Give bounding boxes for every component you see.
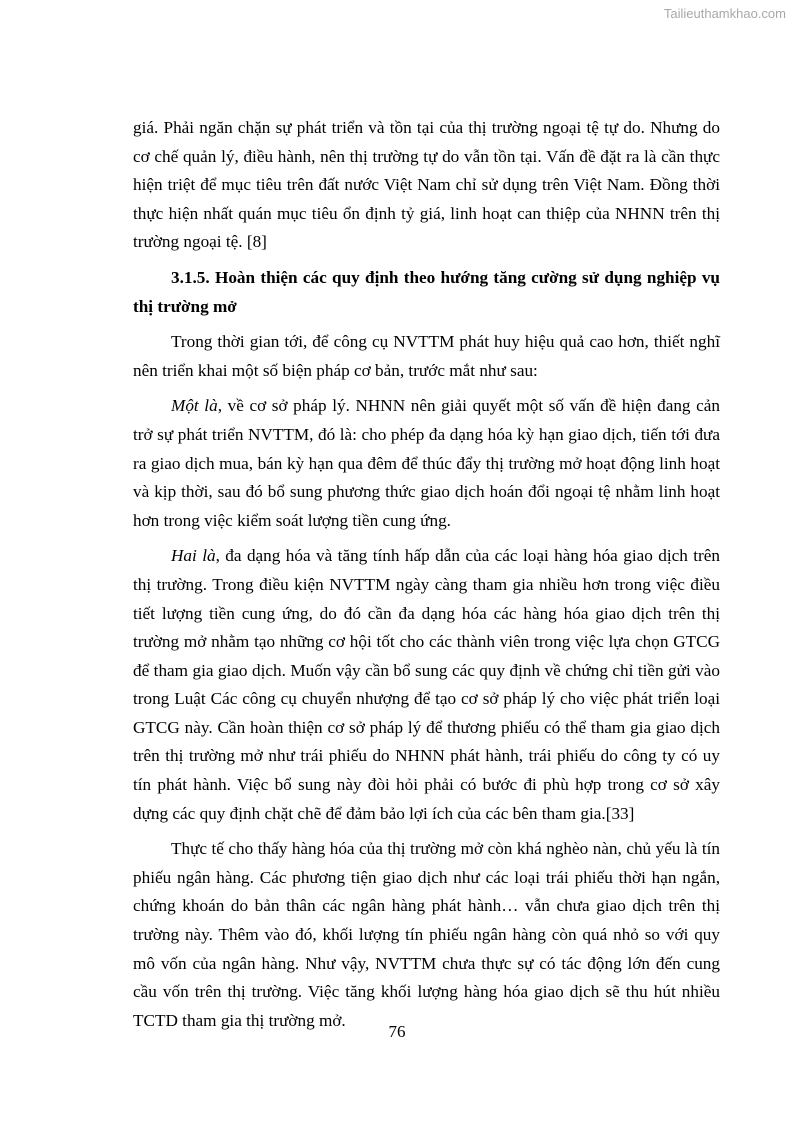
watermark-text: Tailieuthamkhao.com <box>663 6 786 21</box>
paragraph-1: giá. Phải ngăn chặn sự phát triển và tồn tại của thị trường ngoại tệ tự do. Nhưng do cơ chế quản lý, điều hành, nên thị trường tự do vẫn tồn tại. Vấn đề đặt ra là cần thực hiện triệt để mục tiêu trên đất nước Việt Nam chỉ sử dụng trên Việt Nam. Đồng thời thực hiện nhất quán mục tiêu ổn định tỷ giá, linh hoạt can thiệp của NHNN trên thị trường ngoại tệ. [8] <box>133 118 720 252</box>
section-heading: 3.1.5. Hoàn thiện các quy định theo hướng tăng cường sử dụng nghiệp vụ thị trường mở <box>133 267 720 316</box>
paragraph-2: Trong thời gian tới, để công cụ NVTTM phát huy hiệu quả cao hơn, thiết nghĩ nên triển khai một số biện pháp cơ bản, trước mắt như sau: <box>133 332 720 380</box>
page-number: 76 <box>388 1022 406 1041</box>
paragraph-4-lead: Hai là <box>171 546 216 566</box>
paragraph-3-text: , về cơ sở pháp lý. NHNN nên giải quyết một số vấn đề hiện đang cản trở sự phát triển NVTTM, đó là: cho phép đa dạng hóa kỳ hạn giao dịch, tiến tới đưa ra giao dịch mua, bán kỳ hạn qua đêm để thúc đẩy thị trường mở hoạt động linh hoạt và kịp thời, sau đó bổ sung phương thức giao dịch hoán đổi ngoại tệ nhằm linh hoạt hơn trong việc kiểm soát lượng tiền cung ứng. <box>133 396 720 530</box>
paragraph-3-lead: Một là <box>171 396 218 416</box>
paragraph-4 <box>133 542 720 828</box>
paragraph-3 <box>133 392 720 535</box>
document-body <box>133 114 720 1042</box>
paragraph-5: Thực tế cho thấy hàng hóa của thị trường mở còn khá nghèo nàn, chủ yếu là tín phiếu ngân hàng. Các phương tiện giao dịch như các loại trái phiếu thời hạn ngắn, chứng khoán do bản thân các ngân hàng phát hành… vẫn chưa giao dịch trên thị trường này. Thêm vào đó, khối lượng tín phiếu ngân hàng còn quá nhỏ so với quy mô vốn của ngân hàng. Như vậy, NVTTM chưa thực sự có tác động lớn đến cung cầu vốn trên thị trường. Việc tăng khối lượng hàng hóa giao dịch sẽ thu hút nhiều TCTD tham gia thị trường mở. <box>133 839 720 1030</box>
paragraph-4-text: , đa dạng hóa và tăng tính hấp dẫn của các loại hàng hóa giao dịch trên thị trường. Trong điều kiện NVTTM ngày càng tham gia nhiều hơn trong việc điều tiết lượng tiền cung ứng, do đó cần đa dạng hóa các hàng hóa giao dịch trên thị trường mở nhằm tạo những cơ hội tốt cho các thành viên trong việc lựa chọn GTCG để tham gia giao dịch. Muốn vậy cần bổ sung các quy định về chứng chỉ tiền gửi vào trong Luật Các công cụ chuyển nhượng để tạo cơ sở pháp lý cho việc phát triển loại GTCG này. Cần hoàn thiện cơ sở pháp lý để thương phiếu có thể tham gia giao dịch trên thị trường mở như trái phiếu do NHNN phát hành, trái phiếu do công ty có uy tín phát hành. Việc bổ sung này đòi hỏi phải có bước đi phù hợp trong cơ sở xây dựng các quy định chặt chẽ để đảm bảo lợi ích của các bên tham gia.[33] <box>133 546 720 823</box>
